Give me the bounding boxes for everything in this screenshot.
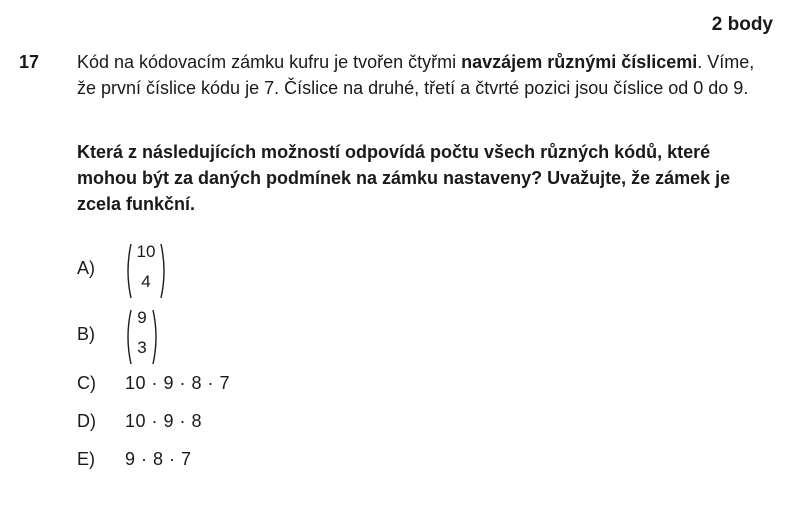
option-a-top: 10 <box>136 242 156 261</box>
option-e-letter: E) <box>77 449 95 469</box>
option-a-binomial <box>125 242 167 300</box>
option-a-bottom: 4 <box>141 272 151 291</box>
option-e-expression: 9 · 8 · 7 <box>125 449 192 469</box>
option-a-letter: A) <box>77 258 95 278</box>
option-c-letter: C) <box>77 373 96 393</box>
stem-text-2: . Víme, že první číslice kódu je 7. Číslice na druhé, třetí a čtvrté pozici jsou číslice od 0 do 9. <box>77 52 755 98</box>
question-prompt: Která z následujících možností odpovídá počtu všech různých kódů, které mohou být za daných podmínek na zámku nastaveny? Uvažujte, že zámek je zcela funkční. <box>77 142 731 214</box>
option-d-letter: D) <box>77 411 96 431</box>
option-b-bottom: 3 <box>137 338 147 357</box>
stem-text-1: Kód na kódovacím zámku kufru je tvořen čtyřmi <box>77 52 462 72</box>
option-b-binomial <box>125 308 159 366</box>
points-label: 2 body <box>711 14 773 35</box>
question-number: 17 <box>19 52 40 72</box>
stem-text-bold: navzájem různými číslicemi <box>461 52 698 72</box>
option-b-letter: B) <box>77 324 95 344</box>
option-c-expression: 10 · 9 · 8 · 7 <box>125 373 231 393</box>
option-b-top: 9 <box>137 308 147 327</box>
question-stem <box>77 49 767 101</box>
option-d-expression: 10 · 9 · 8 <box>125 411 203 431</box>
